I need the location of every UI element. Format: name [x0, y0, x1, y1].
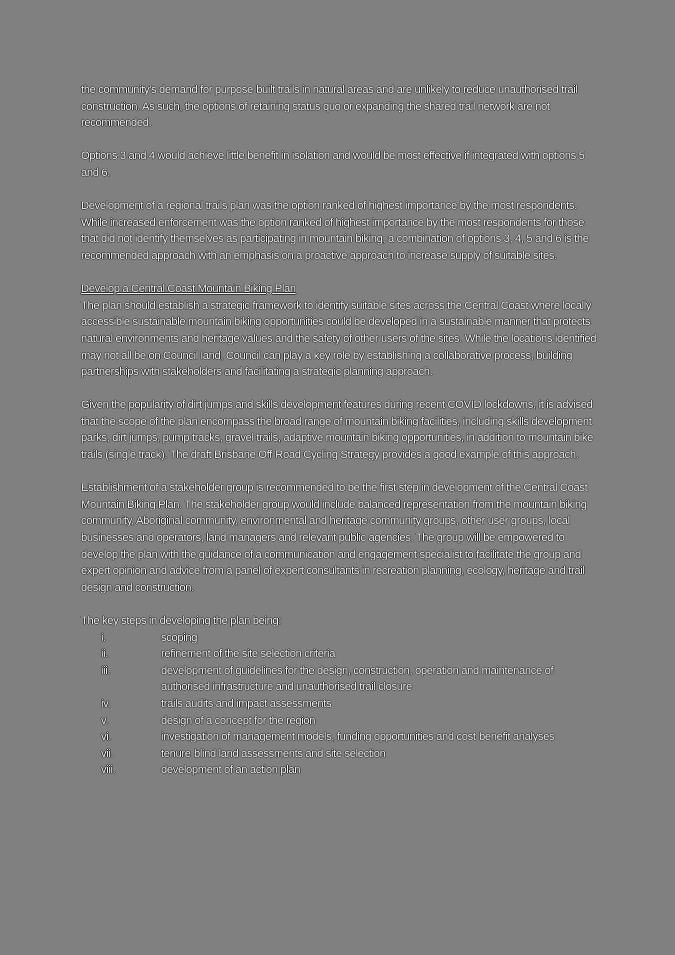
paragraph-strategic-framework: The plan should establish a strategic framework to identify suitable sites across the Central Coast where locally accessible sustainable mountain biking opportunities could be developed in a sustainable manner that protects natural environments and heritage values and the safety of other users of the sites. While the locations identified may not all be on Council land, Council can play a key role by establishing a collaborative process, building partnerships with stakeholders and facilitating a strategic planning approach. — [81, 299, 597, 379]
list-item — [81, 729, 601, 746]
section-heading: Develop a Central Coast Mountain Biking Plan — [81, 283, 296, 296]
list-number: iii. — [101, 664, 111, 677]
list-item — [81, 630, 601, 647]
list-text: scoping — [161, 631, 198, 644]
paragraph-recommended-approach: Development of a regional trails plan was the option ranked of highest importance by the most respondents. While increased enforcement was the option ranked of highest importance by the most respondents for those that did not identify themselves as participating in mountain biking, a combination of options 3, 4, 5 and 6 is the recommended approach with an emphasis on a proactive approach to increase supply of suitable sites. — [81, 200, 589, 262]
list-text: tenure-blind land assessments and site selection — [161, 747, 386, 760]
list-number: vi. — [101, 731, 112, 744]
steps-intro: The key steps in developing the plan being: — [81, 615, 282, 627]
list-item — [81, 646, 601, 663]
steps-list — [81, 630, 601, 779]
list-text: development of an action plan — [161, 764, 301, 777]
list-text: trails audits and impact assessments — [161, 697, 332, 710]
paragraph-shared-trails: the community's demand for purpose-built trails in natural areas and are unlikely to reduce unauthorised trail construction. As such, the options of retaining status quo or expanding the shared trail network are not recommended. — [81, 84, 578, 130]
list-number: vii. — [101, 747, 114, 760]
paragraph-stakeholder-group: Establishment of a stakeholder group is recommended to be the first step in development of the Central Coast Mountain Biking Plan. The stakeholder group would include balanced representation from the mountain biking community, Aboriginal community, environmental and heritage community groups, other user groups, local businesses and operators, land managers and relevant public agencies. The group will be empowered to develop the plan with the guidance of a communication and engagement specialist to facilitate the group and expert opinion and advice from a panel of expert consultants in recreation planning, ecology, heritage and trail design and construction. — [81, 482, 588, 594]
list-number: i. — [101, 631, 106, 644]
list-text: development of guidelines for the design, construction, operation and maintenance of authorised infrastructure and unauthorised trail closure — [161, 664, 554, 694]
paragraph-options-3-4: Options 3 and 4 would achieve little benefit in isolation and would be most effective if integrated with options 5 and 6. — [81, 150, 585, 179]
list-number: ii. — [101, 648, 109, 661]
list-text: investigation of management models, funding opportunities and cost-benefit analyses — [161, 731, 555, 744]
list-number: viii. — [101, 764, 116, 777]
list-item — [81, 746, 601, 763]
list-number: iv. — [101, 697, 111, 710]
list-item — [81, 663, 601, 696]
list-text: refinement of the site selection criteria — [161, 648, 336, 661]
paragraph-scope: Given the popularity of dirt jumps and skills development features during recent COVID lockdowns, it is advised that the scope of the plan encompass the broad range of mountain biking facilities, including skills development parks, dirt jumps, pump tracks, gravel trails, adaptive mountain biking opportunities, in addition to mountain bike trails (single track). The draft Brisbane Off-Road Cycling Strategy provides a good example of this approach. — [81, 399, 593, 462]
list-item — [81, 762, 601, 779]
list-text: design of a concept for the region — [161, 714, 316, 727]
document-page — [81, 82, 601, 779]
list-item — [81, 696, 601, 713]
list-item — [81, 713, 601, 730]
list-number: v. — [101, 714, 109, 727]
